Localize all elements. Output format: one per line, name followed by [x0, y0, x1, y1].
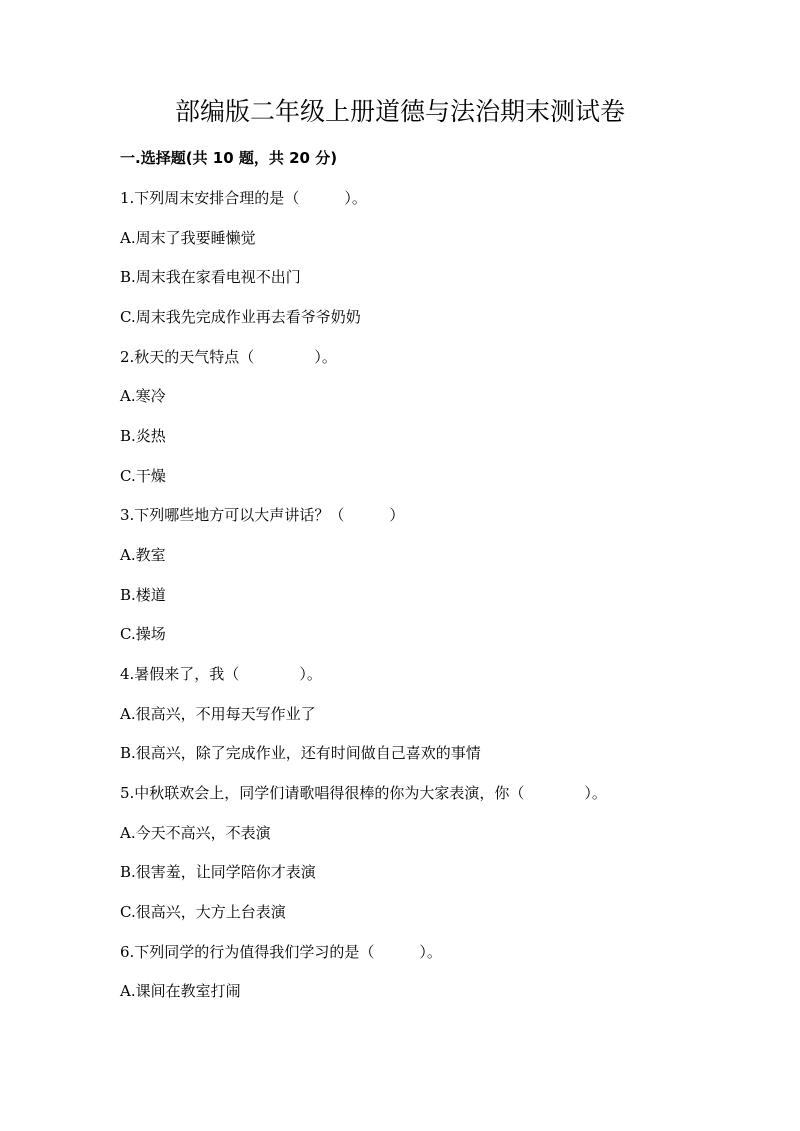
option-4b: B.很高兴，除了完成作业，还有时间做自己喜欢的事情	[120, 744, 481, 762]
option-1a: A.周末了我要睡懒觉	[120, 229, 256, 247]
option-5b: B.很害羞，让同学陪你才表演	[120, 863, 316, 881]
section-heading: 一.选择题(共 10 题，共 20 分)	[120, 149, 338, 167]
option-2c: C.干燥	[120, 467, 166, 485]
option-5a: A.今天不高兴，不表演	[120, 824, 271, 842]
question-1: 1.下列周末安排合理的是（ ）。	[120, 189, 367, 207]
option-3b: B.楼道	[120, 586, 166, 604]
option-3a: A.教室	[120, 546, 166, 564]
question-4: 4.暑假来了，我（ ）。	[120, 665, 322, 683]
option-2a: A.寒冷	[120, 387, 166, 405]
option-5c: C.很高兴，大方上台表演	[120, 903, 286, 921]
option-3c: C.操场	[120, 625, 166, 643]
question-3: 3.下列哪些地方可以大声讲话？（ ）	[120, 506, 405, 524]
option-1c: C.周末我先完成作业再去看爷爷奶奶	[120, 308, 361, 326]
option-2b: B.炎热	[120, 427, 166, 445]
option-1b: B.周末我在家看电视不出门	[120, 268, 301, 286]
question-5: 5.中秋联欢会上，同学们请歌唱得很棒的你为大家表演，你（ ）。	[120, 784, 607, 802]
question-2: 2.秋天的天气特点（ ）。	[120, 348, 337, 366]
page-title: 部编版二年级上册道德与法治期末测试卷	[174, 97, 625, 126]
option-6a: A.课间在教室打闹	[120, 982, 241, 1000]
question-6: 6.下列同学的行为值得我们学习的是（ ）。	[120, 943, 442, 961]
option-4a: A.很高兴，不用每天写作业了	[120, 705, 316, 723]
